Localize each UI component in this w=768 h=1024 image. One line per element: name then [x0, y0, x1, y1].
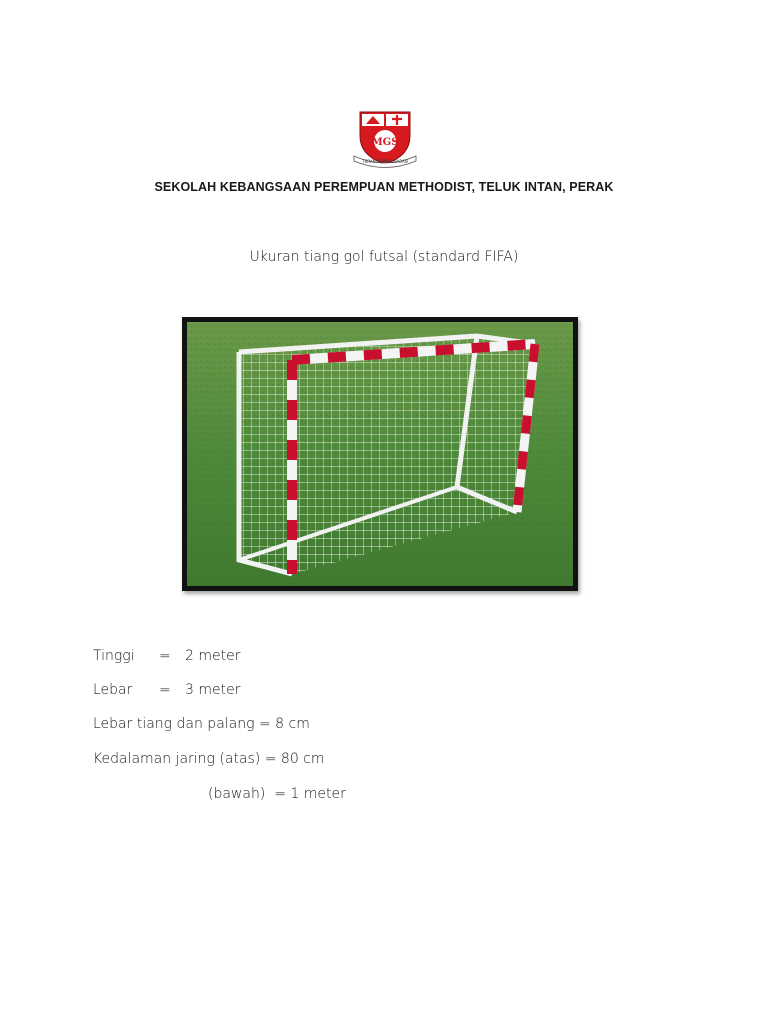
school-name: SEKOLAH KEBANGSAAN PEREMPUAN METHODIST, TELUK INTAN, PERAK	[154, 180, 614, 194]
school-logo	[352, 106, 418, 168]
page-subtitle: Ukuran tiang gol futsal (standard FIFA)	[249, 249, 519, 265]
spec-width-label: Lebar	[93, 682, 133, 698]
spec-height-eq: =	[159, 648, 171, 664]
spec-width-value: 3 meter	[185, 682, 241, 698]
spec-net-depth-top: Kedalaman jaring (atas) = 80 cm	[93, 751, 325, 767]
spec-net-depth-bottom: (bawah) = 1 meter	[208, 786, 346, 802]
spec-width	[93, 682, 240, 698]
spec-height	[93, 648, 240, 664]
spec-post-width: Lebar tiang dan palang = 8 cm	[93, 716, 310, 732]
logo-initials: MGS	[371, 137, 399, 148]
goal-photo-frame	[182, 317, 578, 591]
logo-motto: TERANG DAN SINARAN	[362, 159, 408, 164]
spec-height-label: Tinggi	[93, 648, 135, 664]
futsal-goal-photo	[187, 322, 573, 586]
spec-width-eq: =	[159, 682, 171, 698]
spec-height-value: 2 meter	[185, 648, 241, 664]
